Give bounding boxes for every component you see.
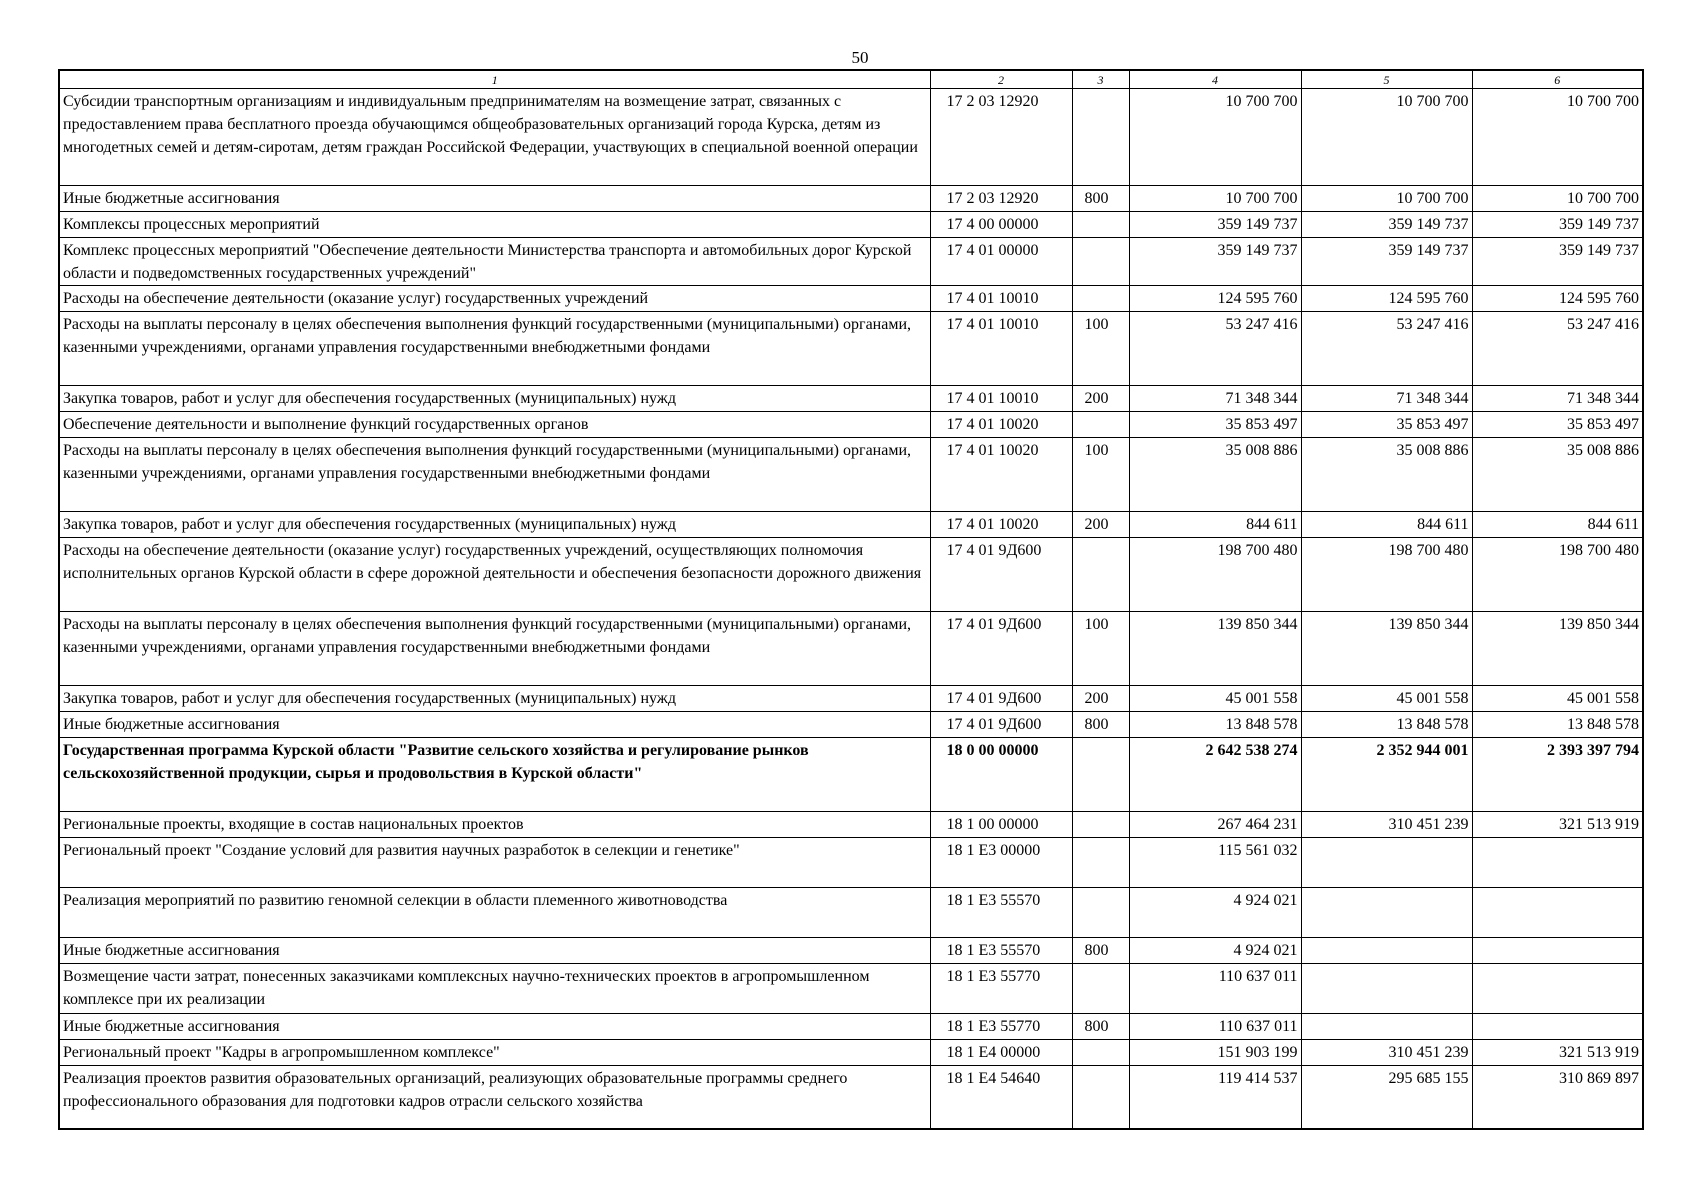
table-row [59, 738, 1643, 812]
row-target-code: 18 1 Е3 55570 [930, 888, 1072, 938]
budget-table [58, 69, 1644, 1130]
row-target-code: 17 2 03 12920 [930, 89, 1072, 186]
row-amount-year-1: 115 561 032 [1129, 838, 1301, 888]
row-amount-year-3: 321 513 919 [1472, 812, 1643, 838]
row-expense-type [1072, 838, 1129, 888]
table-row [59, 512, 1643, 538]
table-row [59, 712, 1643, 738]
row-amount-year-3: 45 001 558 [1472, 686, 1643, 712]
row-description: Расходы на выплаты персоналу в целях обеспечения выполнения функций государственными (муниципальными) органами, казенными учреждениями, органами управления государственными внебюджетными фондами [59, 312, 930, 386]
column-header: 2 [930, 70, 1072, 89]
table-row [59, 538, 1643, 612]
table-row [59, 312, 1643, 386]
row-description: Закупка товаров, работ и услуг для обеспечения государственных (муниципальных) нужд [59, 386, 930, 412]
row-amount-year-2 [1301, 938, 1472, 964]
row-amount-year-3 [1472, 838, 1643, 888]
row-target-code: 17 4 01 10020 [930, 412, 1072, 438]
table-row [59, 238, 1643, 286]
row-expense-type: 800 [1072, 1014, 1129, 1040]
row-amount-year-1: 198 700 480 [1129, 538, 1301, 612]
row-amount-year-2: 45 001 558 [1301, 686, 1472, 712]
row-expense-type: 100 [1072, 312, 1129, 386]
row-expense-type: 200 [1072, 386, 1129, 412]
row-amount-year-2: 10 700 700 [1301, 186, 1472, 212]
row-amount-year-3: 198 700 480 [1472, 538, 1643, 612]
row-amount-year-2: 310 451 239 [1301, 1040, 1472, 1066]
row-expense-type: 100 [1072, 612, 1129, 686]
table-row [59, 1066, 1643, 1129]
row-amount-year-1: 45 001 558 [1129, 686, 1301, 712]
row-amount-year-2: 124 595 760 [1301, 286, 1472, 312]
table-row [59, 212, 1643, 238]
row-amount-year-1: 110 637 011 [1129, 964, 1301, 1014]
row-amount-year-3: 53 247 416 [1472, 312, 1643, 386]
row-amount-year-1: 151 903 199 [1129, 1040, 1301, 1066]
row-amount-year-2: 53 247 416 [1301, 312, 1472, 386]
table-row [59, 438, 1643, 512]
row-target-code: 17 4 01 10010 [930, 386, 1072, 412]
row-amount-year-2: 139 850 344 [1301, 612, 1472, 686]
row-description: Расходы на обеспечение деятельности (оказание услуг) государственных учреждений [59, 286, 930, 312]
row-description: Региональные проекты, входящие в состав национальных проектов [59, 812, 930, 838]
table-row [59, 186, 1643, 212]
row-amount-year-1: 359 149 737 [1129, 212, 1301, 238]
page-number: 50 [851, 48, 869, 67]
row-amount-year-2: 71 348 344 [1301, 386, 1472, 412]
row-amount-year-3: 2 393 397 794 [1472, 738, 1643, 812]
row-description: Возмещение части затрат, понесенных заказчиками комплексных научно-технических проектов в агропромышленном комплексе при их реализации [59, 964, 930, 1014]
row-amount-year-1: 4 924 021 [1129, 938, 1301, 964]
row-amount-year-2: 310 451 239 [1301, 812, 1472, 838]
row-description: Иные бюджетные ассигнования [59, 186, 930, 212]
row-amount-year-1: 110 637 011 [1129, 1014, 1301, 1040]
table-row [59, 838, 1643, 888]
row-amount-year-3: 10 700 700 [1472, 89, 1643, 186]
row-description: Реализация мероприятий по развитию геномной селекции в области племенного животноводства [59, 888, 930, 938]
table-row [59, 938, 1643, 964]
row-target-code: 18 1 Е3 55770 [930, 964, 1072, 1014]
row-expense-type [1072, 412, 1129, 438]
column-header: 4 [1129, 70, 1301, 89]
row-description: Иные бюджетные ассигнования [59, 712, 930, 738]
row-expense-type [1072, 238, 1129, 286]
table-row [59, 1040, 1643, 1066]
row-expense-type [1072, 812, 1129, 838]
row-amount-year-2: 13 848 578 [1301, 712, 1472, 738]
row-amount-year-1: 13 848 578 [1129, 712, 1301, 738]
table-row [59, 612, 1643, 686]
row-description: Закупка товаров, работ и услуг для обеспечения государственных (муниципальных) нужд [59, 686, 930, 712]
row-amount-year-2: 359 149 737 [1301, 238, 1472, 286]
row-target-code: 18 1 Е4 00000 [930, 1040, 1072, 1066]
row-amount-year-2 [1301, 1014, 1472, 1040]
row-description: Расходы на выплаты персоналу в целях обеспечения выполнения функций государственными (муниципальными) органами, казенными учреждениями, органами управления государственными внебюджетными фондами [59, 612, 930, 686]
row-amount-year-3: 10 700 700 [1472, 186, 1643, 212]
row-amount-year-3: 310 869 897 [1472, 1066, 1643, 1129]
table-row [59, 1014, 1643, 1040]
row-amount-year-1: 844 611 [1129, 512, 1301, 538]
row-amount-year-2: 2 352 944 001 [1301, 738, 1472, 812]
row-amount-year-3: 359 149 737 [1472, 238, 1643, 286]
row-amount-year-3: 124 595 760 [1472, 286, 1643, 312]
row-target-code: 18 1 Е4 54640 [930, 1066, 1072, 1129]
row-amount-year-2 [1301, 964, 1472, 1014]
row-expense-type [1072, 1066, 1129, 1129]
row-description: Региональный проект "Создание условий для развития научных разработок в селекции и генетике" [59, 838, 930, 888]
row-amount-year-3: 359 149 737 [1472, 212, 1643, 238]
column-header: 6 [1472, 70, 1643, 89]
row-target-code: 18 1 Е3 55570 [930, 938, 1072, 964]
row-amount-year-1: 119 414 537 [1129, 1066, 1301, 1129]
column-header: 3 [1072, 70, 1129, 89]
row-expense-type [1072, 1040, 1129, 1066]
row-target-code: 17 2 03 12920 [930, 186, 1072, 212]
row-amount-year-2: 844 611 [1301, 512, 1472, 538]
row-amount-year-3: 35 008 886 [1472, 438, 1643, 512]
row-amount-year-3 [1472, 938, 1643, 964]
row-amount-year-3: 844 611 [1472, 512, 1643, 538]
row-target-code: 17 4 01 9Д600 [930, 686, 1072, 712]
row-amount-year-1: 35 853 497 [1129, 412, 1301, 438]
row-amount-year-1: 10 700 700 [1129, 89, 1301, 186]
row-amount-year-1: 267 464 231 [1129, 812, 1301, 838]
row-amount-year-3: 139 850 344 [1472, 612, 1643, 686]
row-target-code: 17 4 01 00000 [930, 238, 1072, 286]
row-amount-year-3 [1472, 888, 1643, 938]
row-amount-year-1: 139 850 344 [1129, 612, 1301, 686]
row-amount-year-3: 13 848 578 [1472, 712, 1643, 738]
column-number-row [59, 70, 1643, 89]
table-row [59, 812, 1643, 838]
row-target-code: 18 1 Е3 00000 [930, 838, 1072, 888]
row-amount-year-1: 4 924 021 [1129, 888, 1301, 938]
row-description: Расходы на обеспечение деятельности (оказание услуг) государственных учреждений, осуществляющих полномочия исполнительных органов Курской области в сфере дорожной деятельности и обеспечения безопасности дорожного движения [59, 538, 930, 612]
row-expense-type [1072, 964, 1129, 1014]
table-row [59, 412, 1643, 438]
row-target-code: 17 4 01 10010 [930, 286, 1072, 312]
row-amount-year-2: 359 149 737 [1301, 212, 1472, 238]
row-target-code: 18 1 Е3 55770 [930, 1014, 1072, 1040]
row-target-code: 17 4 01 9Д600 [930, 538, 1072, 612]
row-expense-type: 200 [1072, 512, 1129, 538]
row-expense-type: 800 [1072, 938, 1129, 964]
row-amount-year-2 [1301, 838, 1472, 888]
row-target-code: 17 4 01 9Д600 [930, 712, 1072, 738]
row-description: Региональный проект "Кадры в агропромышленном комплексе" [59, 1040, 930, 1066]
row-amount-year-3: 321 513 919 [1472, 1040, 1643, 1066]
row-expense-type [1072, 286, 1129, 312]
table-row [59, 888, 1643, 938]
row-description: Государственная программа Курской области "Развитие сельского хозяйства и регулирование рынков сельскохозяйственной продукции, сырья и продовольствия в Курской области" [59, 738, 930, 812]
row-description: Расходы на выплаты персоналу в целях обеспечения выполнения функций государственными (муниципальными) органами, казенными учреждениями, органами управления государственными внебюджетными фондами [59, 438, 930, 512]
row-amount-year-3 [1472, 964, 1643, 1014]
row-target-code: 17 4 00 00000 [930, 212, 1072, 238]
column-header: 5 [1301, 70, 1472, 89]
row-amount-year-2: 10 700 700 [1301, 89, 1472, 186]
row-target-code: 18 0 00 00000 [930, 738, 1072, 812]
row-description: Комплекс процессных мероприятий "Обеспечение деятельности Министерства транспорта и автомобильных дорог Курской области и подведомственных государственных учреждений" [59, 238, 930, 286]
row-amount-year-2: 295 685 155 [1301, 1066, 1472, 1129]
row-amount-year-3: 35 853 497 [1472, 412, 1643, 438]
row-amount-year-2: 35 008 886 [1301, 438, 1472, 512]
row-expense-type: 200 [1072, 686, 1129, 712]
row-expense-type [1072, 538, 1129, 612]
row-amount-year-1: 71 348 344 [1129, 386, 1301, 412]
row-amount-year-2: 198 700 480 [1301, 538, 1472, 612]
row-expense-type [1072, 888, 1129, 938]
row-amount-year-1: 35 008 886 [1129, 438, 1301, 512]
row-target-code: 17 4 01 10020 [930, 438, 1072, 512]
table-row [59, 386, 1643, 412]
row-expense-type [1072, 738, 1129, 812]
row-expense-type: 800 [1072, 186, 1129, 212]
row-target-code: 18 1 00 00000 [930, 812, 1072, 838]
row-target-code: 17 4 01 10020 [930, 512, 1072, 538]
row-description: Реализация проектов развития образовательных организаций, реализующих образовательные программы среднего профессионального образования для подготовки кадров отрасли сельского хозяйства [59, 1066, 930, 1129]
row-description: Иные бюджетные ассигнования [59, 938, 930, 964]
row-expense-type: 800 [1072, 712, 1129, 738]
row-amount-year-3 [1472, 1014, 1643, 1040]
row-description: Иные бюджетные ассигнования [59, 1014, 930, 1040]
row-expense-type [1072, 89, 1129, 186]
row-amount-year-1: 124 595 760 [1129, 286, 1301, 312]
row-description: Обеспечение деятельности и выполнение функций государственных органов [59, 412, 930, 438]
table-row [59, 286, 1643, 312]
row-description: Закупка товаров, работ и услуг для обеспечения государственных (муниципальных) нужд [59, 512, 930, 538]
column-header: 1 [59, 70, 930, 89]
row-description: Комплексы процессных мероприятий [59, 212, 930, 238]
row-description: Субсидии транспортным организациям и индивидуальным предпринимателям на возмещение затрат, связанных с предоставлением права бесплатного проезда обучающимся общеобразовательных организаций города Курска, детям из многодетных семей и детям-сиротам, детям граждан Российской Федерации, участвующих в специальной военной операции [59, 89, 930, 186]
row-target-code: 17 4 01 9Д600 [930, 612, 1072, 686]
table-row [59, 964, 1643, 1014]
row-amount-year-1: 359 149 737 [1129, 238, 1301, 286]
row-expense-type: 100 [1072, 438, 1129, 512]
row-amount-year-1: 10 700 700 [1129, 186, 1301, 212]
row-amount-year-2: 35 853 497 [1301, 412, 1472, 438]
row-amount-year-1: 2 642 538 274 [1129, 738, 1301, 812]
row-amount-year-1: 53 247 416 [1129, 312, 1301, 386]
row-target-code: 17 4 01 10010 [930, 312, 1072, 386]
table-row [59, 686, 1643, 712]
table-row [59, 89, 1643, 186]
row-amount-year-3: 71 348 344 [1472, 386, 1643, 412]
row-expense-type [1072, 212, 1129, 238]
row-amount-year-2 [1301, 888, 1472, 938]
